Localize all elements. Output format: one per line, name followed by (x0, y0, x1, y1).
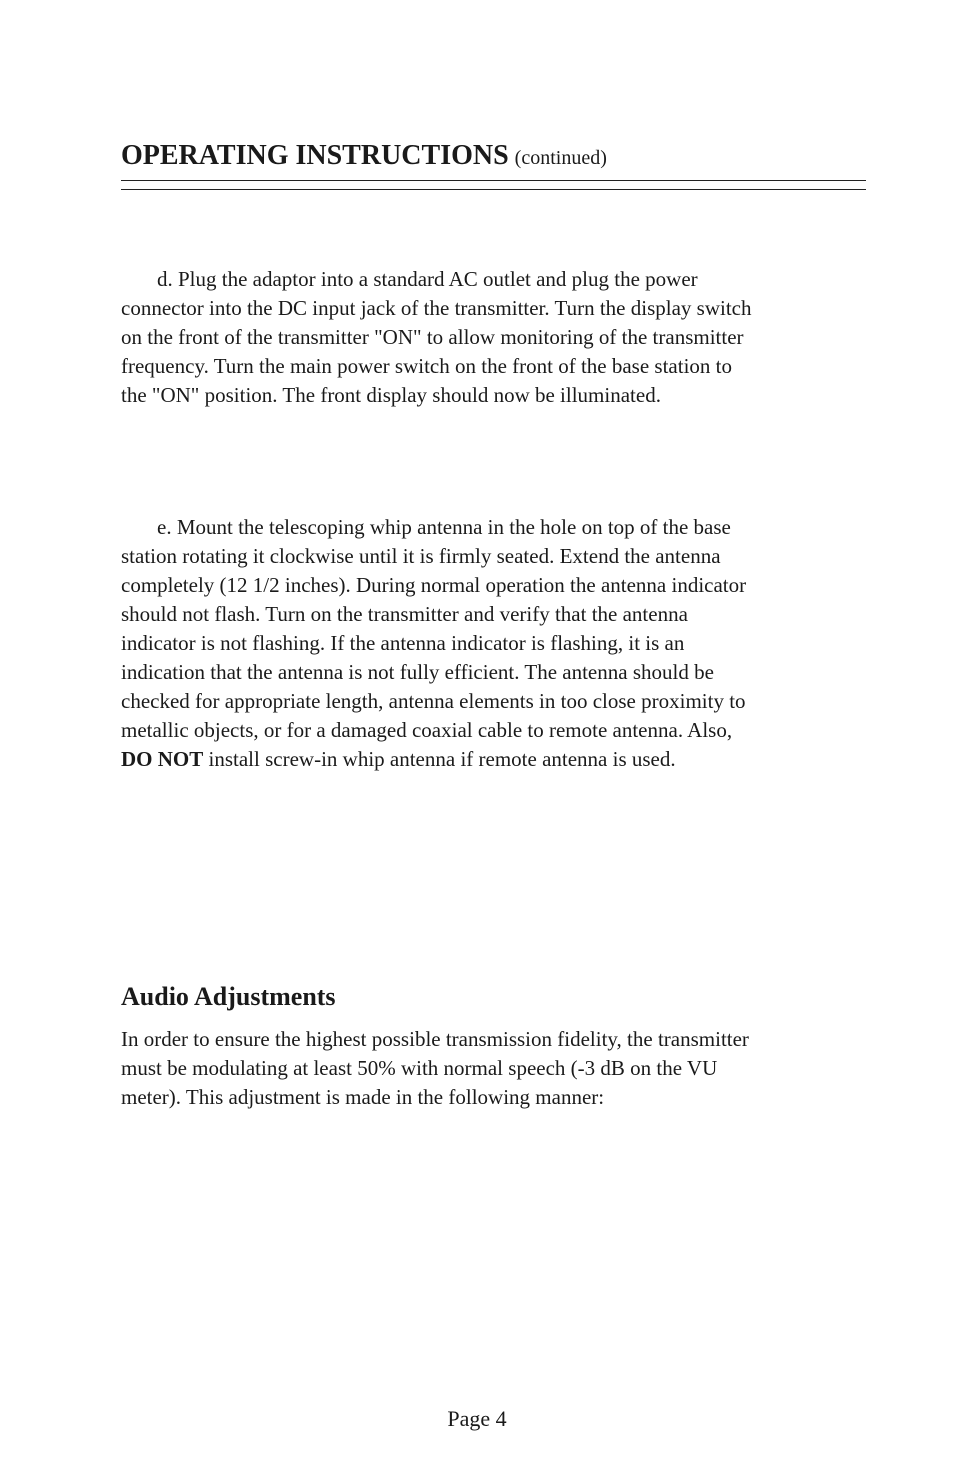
step-e-text-after: install screw-in whip antenna if remote antenna is used. (203, 747, 676, 771)
header-divider-bottom (121, 189, 866, 190)
step-d-paragraph (121, 265, 761, 410)
page-number: Page 4 (447, 1406, 507, 1431)
step-d-text: d. Plug the adaptor into a standard AC outlet and plug the power connector into the DC input jack of the transmitter. Turn the display switch on the front of the transmitter "ON" to allow monitoring of the transmitter frequency. Turn the main power switch on the front of the base station to the "ON" position. The front display should now be illuminated. (121, 267, 752, 407)
header-divider-top (121, 180, 866, 181)
page-subtitle: (continued) (514, 147, 607, 169)
page-header (121, 140, 866, 172)
step-e-text (121, 513, 761, 774)
step-e-paragraph (121, 513, 761, 774)
step-e-text-before: e. Mount the telescoping whip antenna in the hole on top of the base station rotating it clockwise until it is firmly seated. Extend the antenna completely (12 1/2 inches). During normal operation the antenna indicator should not flash. Turn on the transmitter and verify that the antenna indicator is not flashing. If the antenna indicator is flashing, it is an indication that the antenna is not fully efficient. The antenna should be checked for appropriate length, antenna elements in too close proximity to metallic objects, or for a damaged coaxial cable to remote antenna. Also, (121, 515, 747, 742)
audio-section-body: In order to ensure the highest possible transmission fidelity, the transmitter must be modulating at least 50% with normal speech (-3 dB on the VU meter). This adjustment is made in the following manner: (121, 1027, 749, 1109)
page-title: OPERATING INSTRUCTIONS (121, 140, 509, 171)
audio-section-paragraph (121, 1025, 761, 1112)
step-e-emphasis: DO NOT (121, 747, 204, 771)
section-heading-audio: Audio Adjustments (121, 982, 336, 1011)
